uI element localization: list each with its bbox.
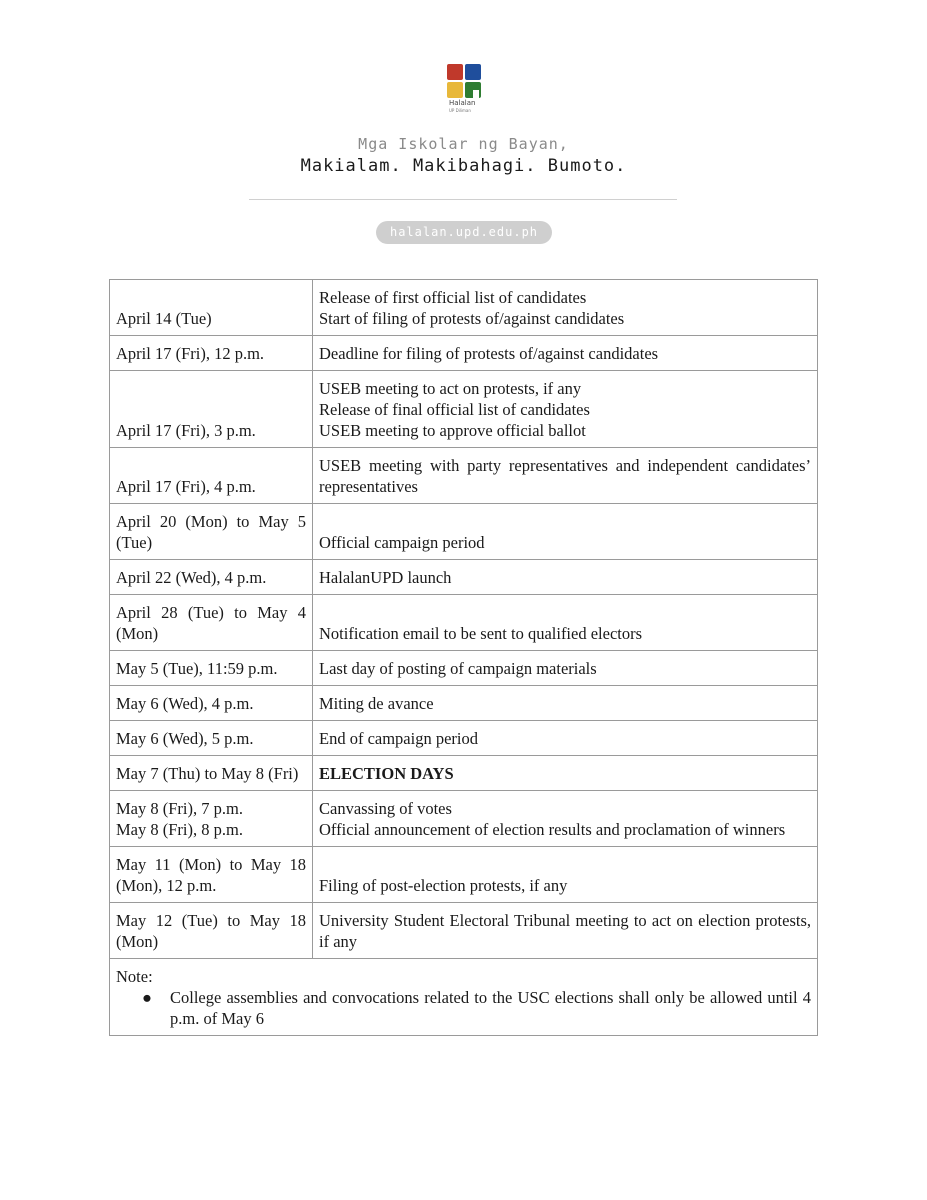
date-cell (110, 504, 313, 560)
event-cell (313, 903, 818, 959)
date-cell (110, 560, 313, 595)
event-cell (313, 560, 818, 595)
event-text: Official campaign period (319, 533, 485, 552)
event-text: Official announcement of election results and proclamation of winners (319, 820, 786, 839)
event-cell (313, 847, 818, 903)
date-cell (110, 686, 313, 721)
event-cell (313, 336, 818, 371)
event-text: Release of first official list of candidates (319, 288, 587, 307)
event-text: USEB meeting with party representatives and independent candidates’ representatives (319, 456, 811, 496)
event-cell (313, 791, 818, 847)
note-row (110, 959, 818, 1036)
date-text: May 6 (Wed), 4 p.m. (116, 694, 254, 713)
event-text: Release of final official list of candidates (319, 400, 590, 419)
tagline-line1: Mga Iskolar ng Bayan, (358, 135, 569, 153)
election-days-heading: ELECTION DAYS (319, 764, 454, 783)
event-text: Last day of posting of campaign materials (319, 659, 597, 678)
date-text: May 6 (Wed), 5 p.m. (116, 729, 254, 748)
event-cell (313, 448, 818, 504)
event-text: Miting de avance (319, 694, 434, 713)
table-row (110, 756, 818, 791)
logo-text: Halalan (449, 99, 476, 107)
note-item (116, 987, 811, 1029)
table-row (110, 847, 818, 903)
event-cell (313, 756, 818, 791)
event-cell (313, 504, 818, 560)
event-cell (313, 595, 818, 651)
table-row (110, 448, 818, 504)
event-text: Canvassing of votes (319, 799, 452, 818)
event-cell (313, 686, 818, 721)
event-text: HalalanUPD launch (319, 568, 452, 587)
header-divider (249, 199, 677, 200)
table-row (110, 721, 818, 756)
date-cell (110, 847, 313, 903)
table-row (110, 791, 818, 847)
date-cell (110, 448, 313, 504)
date-cell (110, 791, 313, 847)
date-text: April 14 (Tue) (116, 309, 212, 328)
date-cell (110, 651, 313, 686)
logo-subtext: UP Diliman (449, 108, 471, 113)
event-text: Filing of post-election protests, if any (319, 876, 568, 895)
table-row (110, 903, 818, 959)
event-cell (313, 371, 818, 448)
date-text: May 11 (Mon) to May 18 (Mon), 12 p.m. (116, 855, 306, 895)
tagline-line2: Makialam. Makibahagi. Bumoto. (300, 156, 627, 176)
note-list (116, 987, 811, 1029)
date-cell (110, 721, 313, 756)
event-text: End of campaign period (319, 729, 478, 748)
note-title: Note: (116, 967, 153, 986)
table-row (110, 595, 818, 651)
date-cell (110, 336, 313, 371)
logo-yellow-square (447, 82, 463, 98)
election-schedule-table (109, 279, 818, 1036)
date-cell (110, 756, 313, 791)
date-text: May 5 (Tue), 11:59 p.m. (116, 659, 278, 678)
table-row (110, 560, 818, 595)
table-row (110, 280, 818, 336)
logo-blue-square (465, 64, 481, 80)
date-text: May 7 (Thu) to May 8 (Fri) (116, 764, 299, 783)
event-cell (313, 280, 818, 336)
date-text: April 28 (Tue) to May 4 (Mon) (116, 603, 306, 643)
event-text: Notification email to be sent to qualified electors (319, 624, 643, 643)
bullet-icon: ● (142, 988, 152, 1007)
event-cell (313, 721, 818, 756)
note-cell (110, 959, 818, 1036)
date-text: April 17 (Fri), 4 p.m. (116, 477, 256, 496)
event-text: Start of filing of protests of/against candidates (319, 309, 625, 328)
date-text: April 17 (Fri), 12 p.m. (116, 344, 265, 363)
table-row (110, 504, 818, 560)
event-cell (313, 651, 818, 686)
halalan-logo (445, 62, 485, 118)
date-text: April 22 (Wed), 4 p.m. (116, 568, 267, 587)
logo-red-square (447, 64, 463, 80)
date-text: May 12 (Tue) to May 18 (Mon) (116, 911, 306, 951)
date-cell (110, 903, 313, 959)
website-url[interactable]: halalan.upd.edu.ph (376, 221, 552, 244)
event-text: Deadline for filing of protests of/against candidates (319, 344, 659, 363)
date-cell (110, 280, 313, 336)
table-row (110, 336, 818, 371)
logo-notch (473, 90, 479, 98)
table-row (110, 371, 818, 448)
event-text: USEB meeting to approve official ballot (319, 421, 586, 440)
date-cell (110, 371, 313, 448)
date-cell (110, 595, 313, 651)
date-text: May 8 (Fri), 8 p.m. (116, 820, 243, 839)
table-row (110, 686, 818, 721)
date-text: May 8 (Fri), 7 p.m. (116, 799, 243, 818)
date-text: April 17 (Fri), 3 p.m. (116, 421, 256, 440)
event-text: University Student Electoral Tribunal meeting to act on election protests, if any (319, 911, 811, 951)
event-text: USEB meeting to act on protests, if any (319, 379, 582, 398)
date-text: April 20 (Mon) to May 5 (Tue) (116, 512, 306, 552)
table-row (110, 651, 818, 686)
note-item-text: College assemblies and convocations related to the USC elections shall only be allowed until 4 p.m. of May 6 (170, 988, 811, 1028)
